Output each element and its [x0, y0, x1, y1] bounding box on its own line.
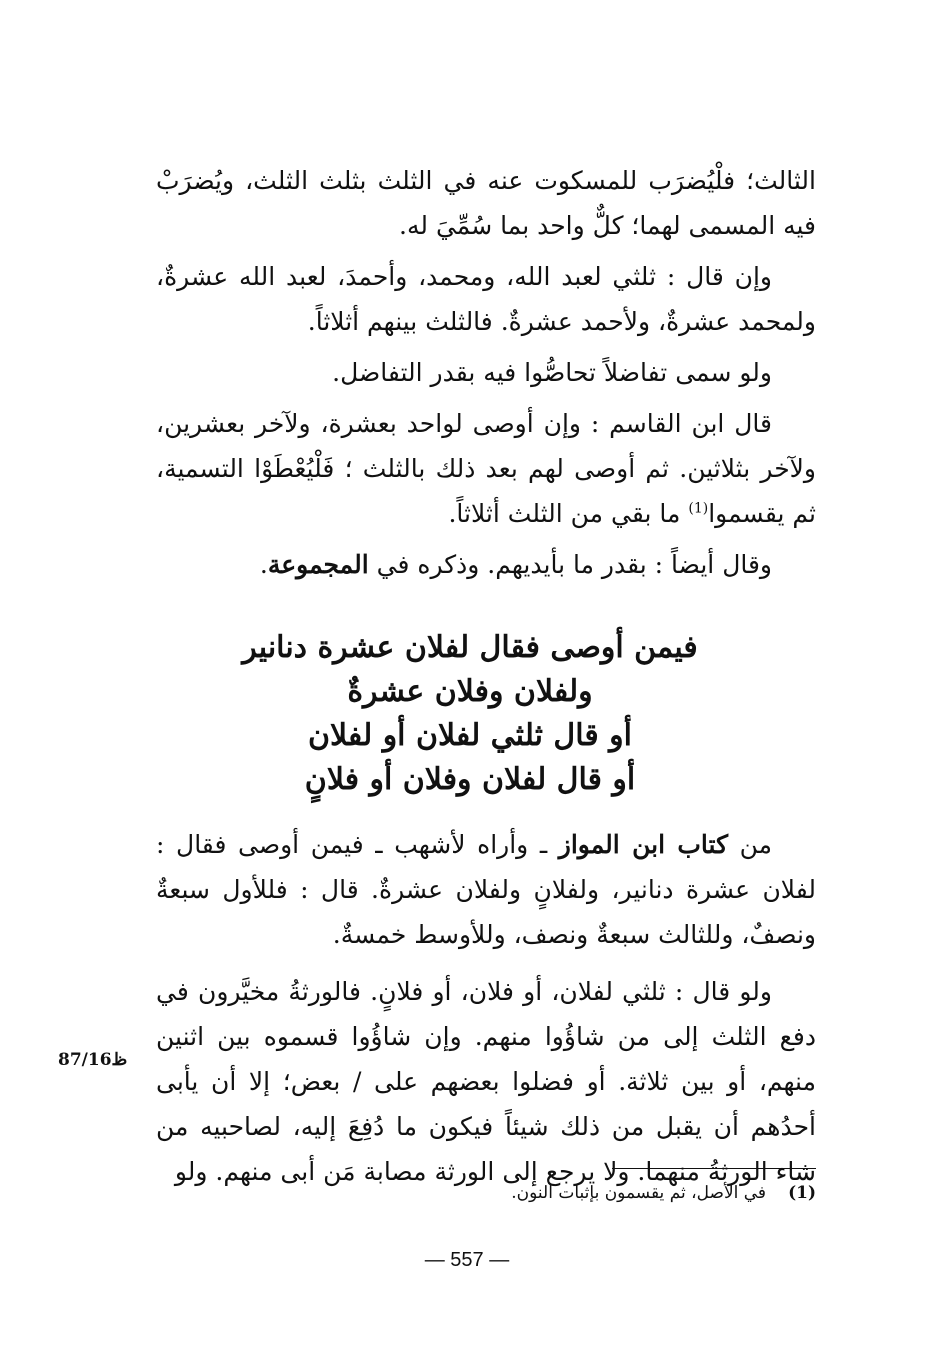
paragraph-7: ولو قال : ثلثي لفلان، أو فلان، أو فلانٍ. فالورثةُ مخيَّرون في دفع الثلث إلى من شاؤُوا منهم. وإن شاؤُوا قسموه بين اثنين منهم، أو بين ثلاثة. أو فضلوا بعضهم على / بعض؛ إلا أن يأبى أحدُهم أن يقبل من ذلك شيئاً فيكون ما دُفِعَ إليه، لصاحبيه من شاء الورثةُ منهما. ولا يرجع إلى الورثة مصابة مَن أبى منهم. ولو: [156, 977, 816, 1186]
paragraph-6-text-c: ـ وأراه لأشهب ـ فيمن أوصى فقال : لفلان عشرة دنانير، ولفلانٍ ولفلان عشرةٌ. قال : فللأول سبعةٌ ونصفٌ، وللثالث سبعةٌ ونصف، وللأوسط خمسةٌ.: [156, 830, 816, 949]
manuscript-folio-note: 87/16ظ: [58, 1050, 128, 1070]
paragraph-5-text-a: وقال أيضاً : بقدر ما بأيديهم. وذكره في: [368, 550, 772, 579]
paragraph-6: [156, 822, 816, 957]
footnote-divider: [612, 1168, 816, 1169]
paragraph-4-text-a: قال ابن القاسم : وإن أوصى لواحد بعشرة، ولآخر بعشرين، ولآخر بثلاثين. ثم أوصى لهم بعد ذلك بالثلث ؛ فَلْيُعْطَوْا التسمية، ثم يقسموا: [156, 409, 816, 528]
book-title-ibn-mawwaz: كتاب ابن المواز: [558, 830, 728, 859]
paragraph-6-text-a: من: [727, 830, 773, 859]
paragraph-5-text-c: .: [259, 550, 268, 579]
text-block-top: [156, 158, 816, 587]
heading-line-2: ولفلان وفلان عشرةٌ: [347, 674, 593, 709]
paragraph-2: وإن قال : ثلثي لعبد الله، ومحمد، وأحمدَ، لعبد الله عشرةٌ، ولمحمد عشرةٌ، ولأحمد عشرةٌ. فالثلث بينهم أثلاثاً.: [156, 262, 816, 336]
paragraph-5: [156, 542, 816, 587]
paragraph-4-text-b: ما بقي من الثلث أثلاثاً.: [448, 499, 689, 528]
paragraph-1: الثالث؛ فلْيُضرَب للمسكوت عنه في الثلث بثلث الثلث، ويُضرَبْ فيه المسمى لهما؛ كلٌّ واحد بما سُمِّيَ له.: [156, 166, 816, 240]
heading-line-3: أو قال ثلثي لفلان أو لفلان: [308, 718, 632, 753]
footnote-ref[interactable]: (1): [688, 500, 709, 517]
footnote-number: (1): [788, 1183, 816, 1203]
paragraph-3: ولو سمى تفاضلاً تحاصُّوا فيه بقدر التفاضل.: [332, 358, 772, 387]
footnote-text: في الأصل، ثم يقسمون بإثبات النون.: [511, 1183, 767, 1203]
section-heading: [200, 626, 740, 802]
heading-line-4: أو قال لفلان وفلان أو فلانٍ: [304, 762, 636, 797]
paragraph-4: [156, 401, 816, 536]
footnote: [156, 1183, 816, 1203]
heading-line-1: فيمن أوصى فقال لفلان عشرة دنانير: [242, 630, 698, 665]
book-title-majmua: المجموعة: [267, 550, 369, 579]
page-number: — 557 —: [424, 1249, 510, 1271]
text-block-bottom: [156, 822, 816, 1194]
